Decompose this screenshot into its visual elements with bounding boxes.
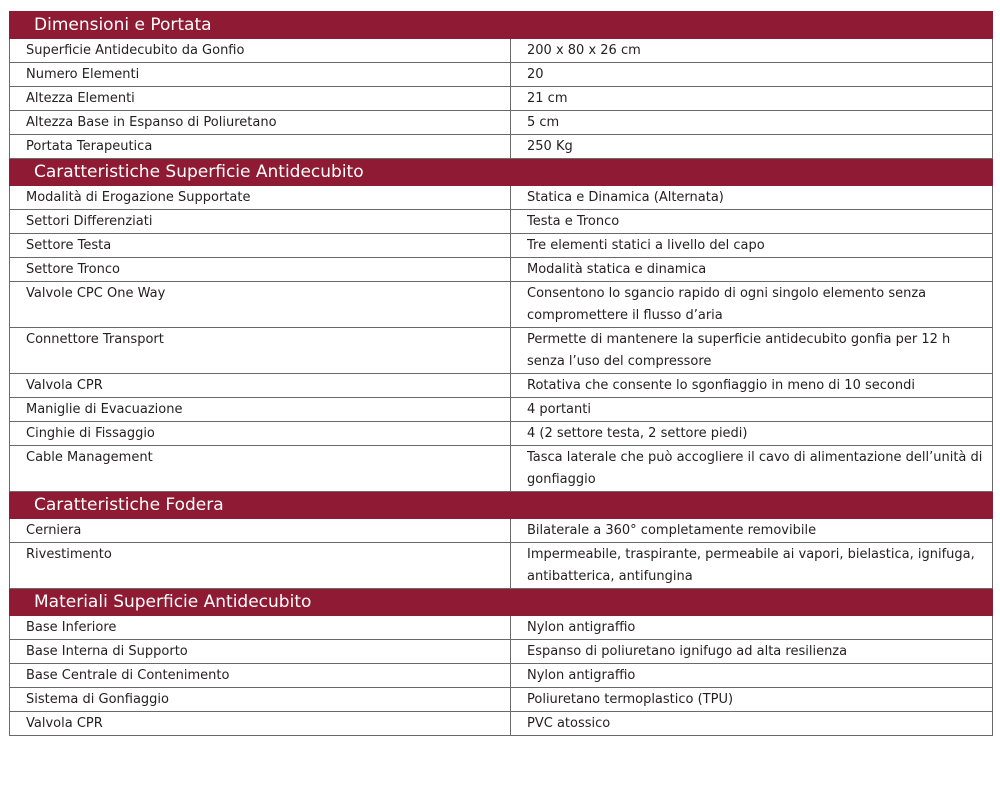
row-value: Nylon antigraffio (511, 616, 993, 640)
row-label: Base Inferiore (10, 616, 511, 640)
row-value: Poliuretano termoplastico (TPU) (511, 688, 993, 712)
table-row (10, 282, 993, 328)
row-label: Settori Differenziati (10, 210, 511, 234)
row-label: Rivestimento (10, 543, 511, 589)
section-header (10, 12, 993, 39)
row-value: Nylon antigraffio (511, 664, 993, 688)
spec-table (9, 11, 993, 736)
row-value: 250 Kg (511, 135, 993, 159)
row-value: Bilaterale a 360° completamente removibile (511, 519, 993, 543)
table-row (10, 63, 993, 87)
section-title: Materiali Superficie Antidecubito (10, 589, 993, 616)
row-value: PVC atossico (511, 712, 993, 736)
table-row (10, 688, 993, 712)
row-label: Settore Testa (10, 234, 511, 258)
row-label: Numero Elementi (10, 63, 511, 87)
row-value: Testa e Tronco (511, 210, 993, 234)
table-row (10, 712, 993, 736)
row-label: Altezza Base in Espanso di Poliuretano (10, 111, 511, 135)
row-value: Modalità statica e dinamica (511, 258, 993, 282)
row-label: Valvole CPC One Way (10, 282, 511, 328)
row-label: Valvola CPR (10, 712, 511, 736)
row-label: Settore Tronco (10, 258, 511, 282)
row-value: 4 (2 settore testa, 2 settore piedi) (511, 422, 993, 446)
row-label: Superficie Antidecubito da Gonfio (10, 39, 511, 63)
row-value: 20 (511, 63, 993, 87)
row-label: Portata Terapeutica (10, 135, 511, 159)
row-label: Valvola CPR (10, 374, 511, 398)
row-label: Sistema di Gonfiaggio (10, 688, 511, 712)
row-value: 21 cm (511, 87, 993, 111)
table-row (10, 543, 993, 589)
table-row (10, 446, 993, 492)
section-header (10, 589, 993, 616)
section-header (10, 159, 993, 186)
row-value: Espanso di poliuretano ignifugo ad alta resilienza (511, 640, 993, 664)
row-label: Connettore Transport (10, 328, 511, 374)
row-label: Maniglie di Evacuazione (10, 398, 511, 422)
table-row (10, 398, 993, 422)
row-value: Permette di mantenere la superficie antidecubito gonfia per 12 h senza l’uso del compressore (511, 328, 993, 374)
row-value: Tasca laterale che può accogliere il cavo di alimentazione dell’unità di gonfiaggio (511, 446, 993, 492)
section-title: Dimensioni e Portata (10, 12, 993, 39)
table-row (10, 87, 993, 111)
table-row (10, 258, 993, 282)
table-row (10, 640, 993, 664)
row-value: Tre elementi statici a livello del capo (511, 234, 993, 258)
table-row (10, 135, 993, 159)
row-value: Statica e Dinamica (Alternata) (511, 186, 993, 210)
row-value: Rotativa che consente lo sgonfiaggio in meno di 10 secondi (511, 374, 993, 398)
row-label: Cable Management (10, 446, 511, 492)
table-row (10, 111, 993, 135)
table-row (10, 328, 993, 374)
row-label: Cinghie di Fissaggio (10, 422, 511, 446)
table-row (10, 374, 993, 398)
table-row (10, 519, 993, 543)
section-header (10, 492, 993, 519)
row-value: 200 x 80 x 26 cm (511, 39, 993, 63)
table-row (10, 422, 993, 446)
section-title: Caratteristiche Fodera (10, 492, 993, 519)
row-label: Altezza Elementi (10, 87, 511, 111)
table-row (10, 616, 993, 640)
section-title: Caratteristiche Superficie Antidecubito (10, 159, 993, 186)
row-label: Modalità di Erogazione Supportate (10, 186, 511, 210)
table-row (10, 664, 993, 688)
row-value: 5 cm (511, 111, 993, 135)
row-label: Cerniera (10, 519, 511, 543)
table-row (10, 210, 993, 234)
table-row (10, 234, 993, 258)
row-value: Consentono lo sgancio rapido di ogni singolo elemento senza compromettere il flusso d’aria (511, 282, 993, 328)
table-row (10, 186, 993, 210)
row-value: Impermeabile, traspirante, permeabile ai vapori, bielastica, ignifuga, antibatterica, antifungina (511, 543, 993, 589)
table-row (10, 39, 993, 63)
row-label: Base Centrale di Contenimento (10, 664, 511, 688)
row-label: Base Interna di Supporto (10, 640, 511, 664)
row-value: 4 portanti (511, 398, 993, 422)
